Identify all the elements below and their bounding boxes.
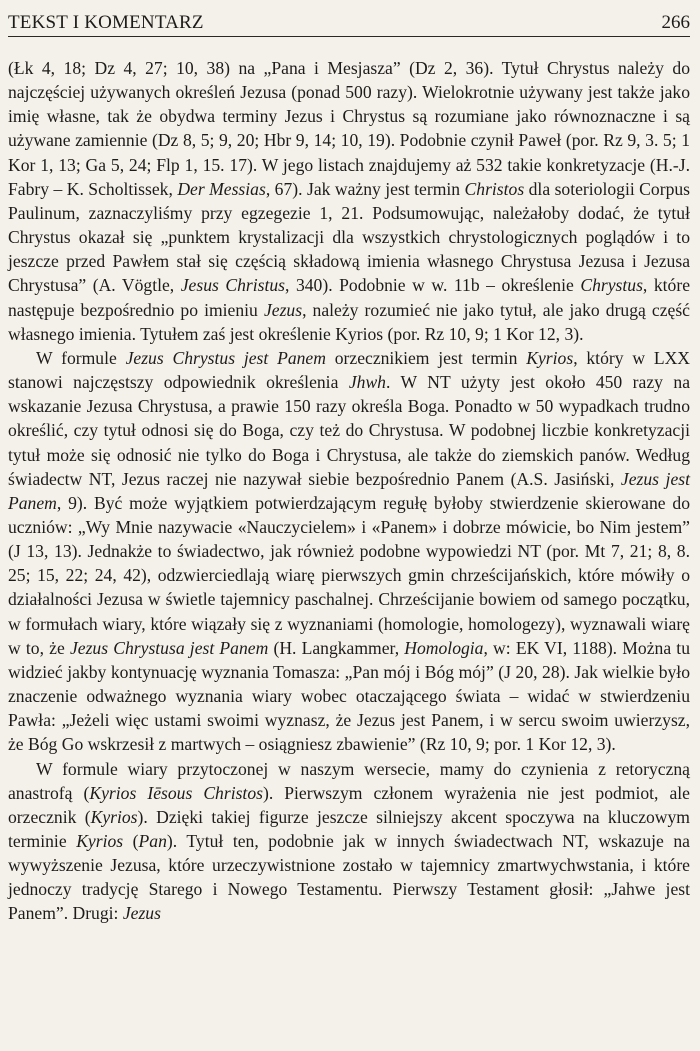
page-header [8,10,690,37]
italic-text-run: Jezus jest Panem [8,468,690,513]
text-run: W formule [36,347,126,368]
paragraph [8,346,690,757]
paragraph [8,56,690,346]
text-run: (H. Langkammer, [268,637,405,658]
italic-text-run: Jhwh [348,372,386,393]
text-run: , w: EK VI, 1188). Można tu widzieć jakby kontynuację wyznania Tomasza: „Pan mój i Bóg mój” (J 20, 28). Jak wielkie było znaczenie odważnego wyznania wiary wobec otaczającego świata – widać w stwierdzeniu Pawła: „Jeżeli więc ustami swoimi wyznasz, że Jezus jest Panem, i w sercu swoim uwierzysz, że Bóg Go wskrzesił z martwych – osiągniesz zbawienie” (Rz 10, 9; por. 1 Kor 12, 3). [8,637,690,755]
text-run: , 9). Być może wyjątkiem potwierdzającym regułę byłoby stwierdzenie skierowane do uczniów: „Wy Mnie nazywacie «Nauczycielem» i «Panem» i dobrze mówicie, bo Nim jestem” (J 13, 13). Jednakże to świadectwo, jak również podobne wypowiedzi NT (por. Mt 7, 21; 8, 8. 25; 15, 22; 24, 42), odzwierciedlają wiarę pierwszych gmin chrześcijańskich, które mówiły o działalności Jezusa w świetle tajemnicy paschalnej. Chrześcijanie bowiem od samego początku, w formułach wiary, które wiązały się z wyznaniami (homologie, homologezy), wyznawali wiarę w to, że [8,492,690,658]
text-run: , które następuje bezpośrednio po imieniu [8,275,691,320]
italic-text-run: Kyrios [526,347,574,368]
text-run: ). Dzięki takiej figurze jeszcze silniejszy akcent spoczywa na kluczowym terminie [8,806,690,851]
italic-text-run: Pan [138,831,167,851]
text-run: , 67). Jak ważny jest termin [265,178,465,199]
text-run: (Łk 4, 18; Dz 4, 27; 10, 38) na „Pana i Mesjasza” (Dz 2, 36). Tytuł Chrystus należy do najczęściej używanych określeń Jezusa (ponad 500 razy). Wielokrotnie używany jest także jako imię własne, tak że obydwa terminy Jezus i Chrystus są rozumiane jako równoznaczne i są używane zamiennie (Dz 8, 5; 9, 20; Hbr 9, 14; 10, 19). Podobnie czynił Paweł (por. Rz 9, 3. 5; 1 Kor 1, 13; Ga 5, 24; Flp 1, 15. 17). W jego listach znajdujemy aż 532 takie konkretyzacje (H.-J. Fabry – K. Scholtissek, [8,58,690,199]
text-run: ). Pierwszym członem wyrażenia nie jest podmiot, ale orzecznik ( [8,782,690,827]
italic-text-run: Chrystus [580,275,643,296]
body-text [8,56,690,926]
italic-text-run: Jezus [263,299,303,320]
italic-text-run: Jezus Chrystusa jest Panem [69,637,269,658]
text-run: ( [123,831,139,851]
italic-text-run: Der Messias [177,178,266,199]
italic-text-run: Jezus [122,903,161,924]
italic-text-run: Kyrios [76,831,124,851]
page-number: 266 [661,12,690,33]
italic-text-run: Jezus Chrystus jest Panem [125,347,326,368]
text-run: . W NT użyty jest około 450 razy na wskazanie Jezusa Chrystusa, a prawie 150 razy określa Boga. Ponadto w 50 wypadkach trudno określić, czy tytuł odnosi się do Boga, czy też do Chrystusa. W podobnej liczbie konkretyzacji tytuł może się odnosić nie tylko do Boga i Chrystusa, ale także do ziemskich panów. Według świadectw NT, Jezus raczej nie nazywał siebie bezpośrednio Panem (A.S. Jasiński, [8,372,690,489]
text-run: W formule wiary przytoczonej w naszym wersecie, mamy do czynienia z retoryczną anastrofą ( [8,758,690,803]
text-run: orzecznikiem jest termin [325,347,527,368]
italic-text-run: Homologia [404,637,484,658]
text-run: , który w LXX stanowi najczęstszy odpowiednik określenia [8,347,690,393]
italic-text-run: Kyrios Iēsous Christos [89,782,263,803]
italic-text-run: Jesus Christus [180,275,286,296]
italic-text-run: Christos [464,178,525,199]
text-run: , 340). Podobnie w w. 11b – określenie [285,275,581,296]
text-run: dla soteriologii Corpus Paulinum, zaznaczyliśmy przy egzegezie 1, 21. Podsumowując, należałoby dodać, że tytuł Chrystus okazał się „punktem krystalizacji dla wszystkich chrystologicznych poglądów i to jeszcze przed Pawłem stał się częścią składową imienia własnego Chrystusa Jezusa i Jezusa Chrystusa” (A. Vögtle, [8,178,691,296]
text-run: , należy rozumieć nie jako tytuł, ale jako drugą część własnego imienia. Tytułem zaś jest określenie Kyrios (por. Rz 10, 9; 1 Kor 12, 3). [8,299,690,344]
running-head: TEKST I KOMENTARZ [8,12,204,33]
paragraph [8,757,690,926]
italic-text-run: Kyrios [90,806,138,827]
text-run: ). Tytuł ten, podobnie jak w innych świadectwach NT, wskazuje na wywyższenie Jezusa, które urzeczywistnione zostało w tajemnicy zmartwychwstania, i które jednoczy tradycję Starego i Nowego Testamentu. Pierwszy Testament głosił: „Jahwe jest Panem”. Drugi: [8,831,690,924]
